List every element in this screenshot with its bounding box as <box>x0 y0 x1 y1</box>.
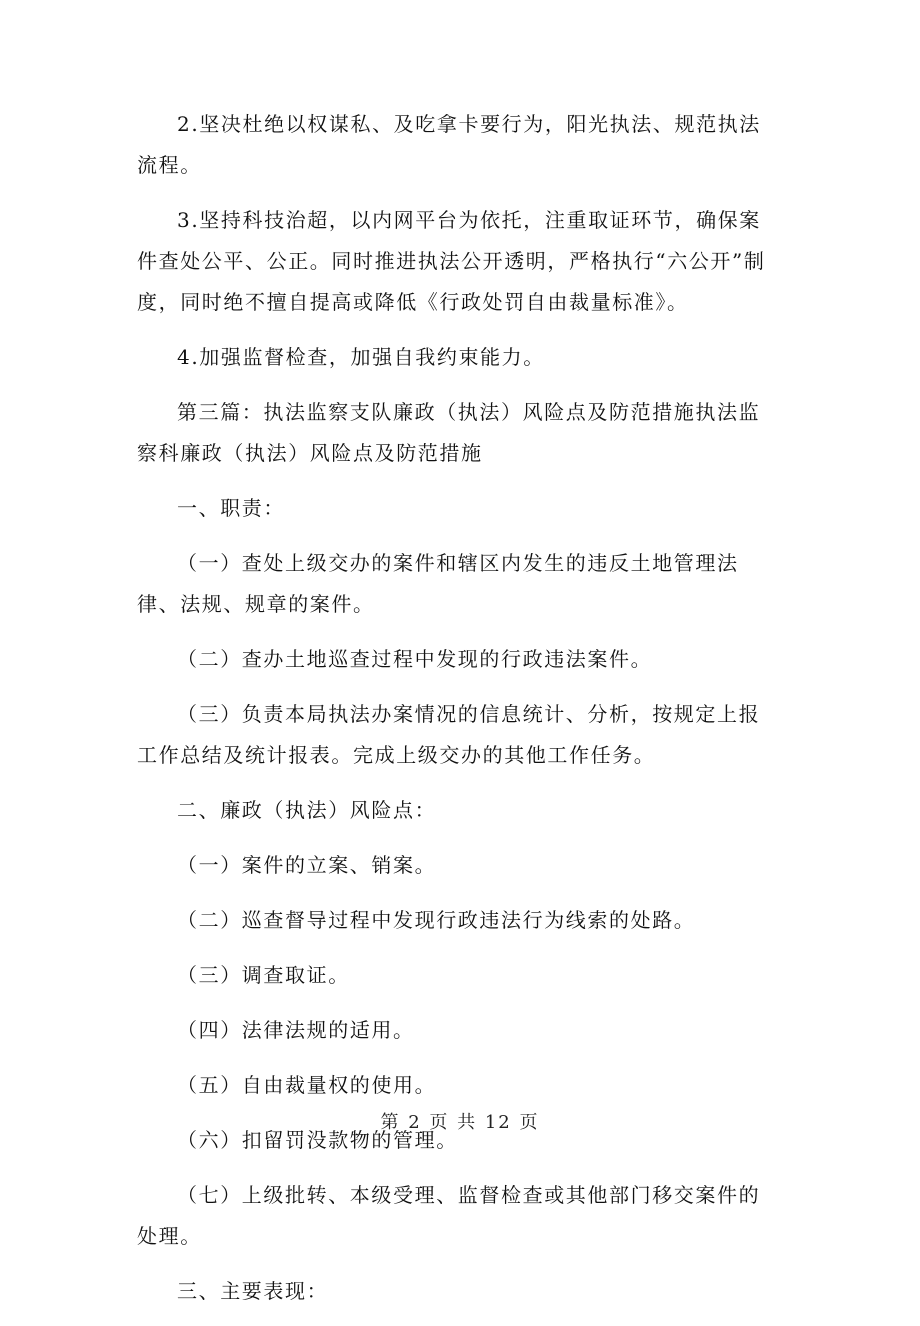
section-title-part-3: 第三篇：执法监察支队廉政（执法）风险点及防范措施执法监察科廉政（执法）风险点及防范措施 <box>137 400 761 465</box>
duty-item-1: （一）查处上级交办的案件和辖区内发生的违反土地管理法律、法规、规章的案件。 <box>137 551 739 616</box>
risk-item-1: （一）案件的立案、销案。 <box>177 853 437 877</box>
risk-item-3: （三）调查取证。 <box>177 963 350 987</box>
document-body <box>137 104 777 1326</box>
risk-item-5: （五）自由裁量权的使用。 <box>177 1073 437 1097</box>
heading-duties: 一、职责： <box>177 496 285 520</box>
risk-item-4: （四）法律法规的适用。 <box>177 1018 415 1042</box>
duty-item-3: （三）负责本局执法办案情况的信息统计、分析，按规定上报工作总结及统计报表。完成上级交办的其他工作任务。 <box>137 702 761 767</box>
heading-risk-points: 二、廉政（执法）风险点： <box>177 798 437 822</box>
heading-main-manifestations: 三、主要表现： <box>177 1279 329 1303</box>
paragraph-2: 3.坚持科技治超，以内网平台为依托，注重取证环节，确保案件查处公平、公正。同时推进执法公开透明，严格执行“六公开”制度，同时绝不擅自提高或降低《行政处罚自由裁量标准》。 <box>137 208 766 314</box>
page-number-footer: 第 2 页 共 12 页 <box>380 1112 540 1133</box>
duty-item-2: （二）查办土地巡查过程中发现的行政违法案件。 <box>177 647 653 671</box>
risk-item-6: （六）扣留罚没款物的管理。 <box>177 1128 458 1152</box>
paragraph-1: 2.坚决杜绝以权谋私、及吃拿卡要行为，阳光执法、规范执法流程。 <box>137 112 761 177</box>
risk-item-7: （七）上级批转、本级受理、监督检查或其他部门移交案件的处理。 <box>137 1183 761 1248</box>
paragraph-3: 4.加强监督检查，加强自我约束能力。 <box>177 345 545 369</box>
risk-item-2: （二）巡查督导过程中发现行政违法行为线索的处路。 <box>177 908 696 932</box>
